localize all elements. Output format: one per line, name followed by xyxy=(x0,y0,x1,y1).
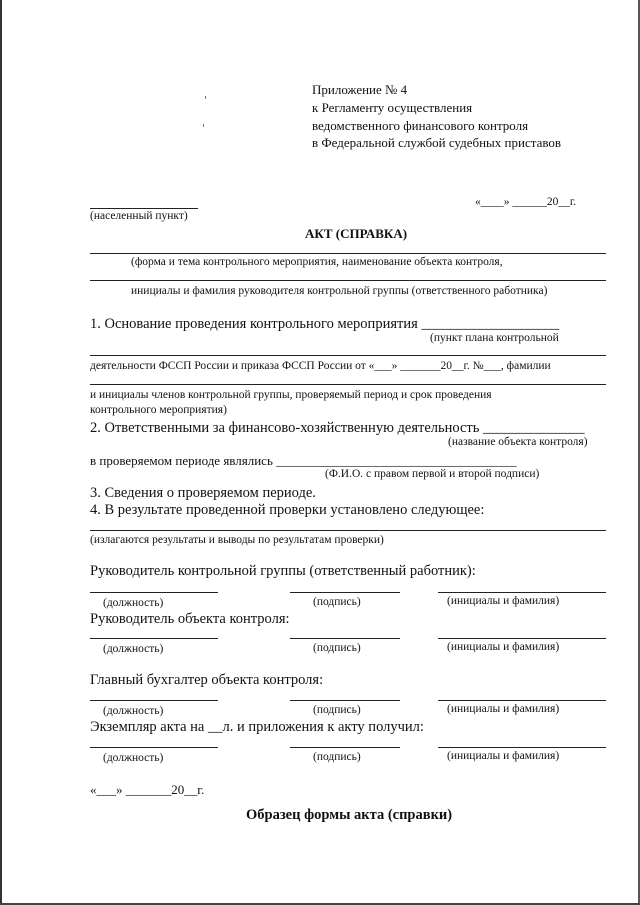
form-topic-line xyxy=(90,253,606,254)
item-1: 1. Основание проведения контрольного мероприятия ___________________ xyxy=(90,316,560,332)
item-4: 4. В результате проведенной проверки установлено следующее: xyxy=(90,502,485,518)
signature-line xyxy=(290,747,400,748)
item-2: 2. Ответственными за финансово-хозяйственную деятельность ______________ xyxy=(90,420,585,436)
scan-left-edge xyxy=(0,0,2,905)
members-line xyxy=(90,384,606,385)
plan-line xyxy=(90,355,606,356)
place-line xyxy=(90,208,198,209)
caption-initials: (инициалы и фамилия) xyxy=(447,750,560,762)
sig-head-group: Руководитель контрольной группы (ответственный работник): xyxy=(90,563,476,579)
position-line xyxy=(90,700,218,701)
sig-copy-received: Экземпляр акта на __л. и приложения к акту получил: xyxy=(90,719,424,735)
initials-line xyxy=(438,747,606,748)
item-3: 3. Сведения о проверяемом периоде. xyxy=(90,485,316,501)
appendix-line-3: ведомственного финансового контроля xyxy=(312,118,529,133)
caption-head-name: инициалы и фамилия руководителя контрольной группы (ответственного работника) xyxy=(131,285,548,297)
act-title: АКТ (СПРАВКА) xyxy=(305,226,408,241)
caption-signature: (подпись) xyxy=(313,596,361,608)
results-line xyxy=(90,530,606,531)
initials-line xyxy=(438,700,606,701)
caption-fio-rights: (Ф.И.О. с правом первой и второй подписи) xyxy=(325,468,540,480)
appendix-line-1: Приложение № 4 xyxy=(312,82,408,97)
signature-line xyxy=(290,592,400,593)
initials-line xyxy=(438,638,606,639)
caption-signature: (подпись) xyxy=(313,704,361,716)
signature-line xyxy=(290,700,400,701)
place-caption: (населенный пункт) xyxy=(90,210,188,222)
initials-line xyxy=(438,592,606,593)
date-bottom: «___» _______20__г. xyxy=(90,782,205,797)
caption-results: (излагаются результаты и выводы по результатам проверки) xyxy=(90,534,384,546)
position-line xyxy=(90,638,218,639)
appendix-line-2: к Регламенту осуществления xyxy=(312,100,473,115)
signature-line xyxy=(290,638,400,639)
caption-initials: (инициалы и фамилия) xyxy=(447,703,560,715)
position-line xyxy=(90,747,218,748)
caption-position: (должность) xyxy=(103,705,164,717)
appendix-line-4: в Федеральной службой судебных приставов xyxy=(312,135,562,150)
sig-chief-accountant: Главный бухгалтер объекта контроля: xyxy=(90,672,324,688)
item-2-continued: в проверяемом периоде являлись _____________________________________ xyxy=(90,453,517,468)
caption-members-a: и инициалы членов контрольной группы, проверяемый период и срок проведения xyxy=(90,389,492,401)
caption-members-b: контрольного мероприятия) xyxy=(90,404,227,416)
sample-title: Образец формы акта (справки) xyxy=(246,807,453,823)
sig-head-object: Руководитель объекта контроля: xyxy=(90,611,290,627)
caption-initials: (инициалы и фамилия) xyxy=(447,595,560,607)
caption-initials: (инициалы и фамилия) xyxy=(447,641,560,653)
caption-signature: (подпись) xyxy=(313,751,361,763)
caption-activity: деятельности ФССП России и приказа ФССП России от «___» _______20__г. №___, фамилии xyxy=(90,360,551,372)
caption-position: (должность) xyxy=(103,597,164,609)
caption-plan-item: (пункт плана контрольной xyxy=(430,332,559,344)
position-line xyxy=(90,592,218,593)
scan-speck xyxy=(203,124,204,127)
caption-form-topic: (форма и тема контрольного мероприятия, наименование объекта контроля, xyxy=(131,256,503,268)
scan-speck xyxy=(205,96,206,99)
caption-position: (должность) xyxy=(103,643,164,655)
caption-signature: (подпись) xyxy=(313,642,361,654)
head-name-line xyxy=(90,280,606,281)
date-top: «____» ______20__г. xyxy=(475,196,577,208)
caption-object-name: (название объекта контроля) xyxy=(448,436,588,448)
caption-position: (должность) xyxy=(103,752,164,764)
